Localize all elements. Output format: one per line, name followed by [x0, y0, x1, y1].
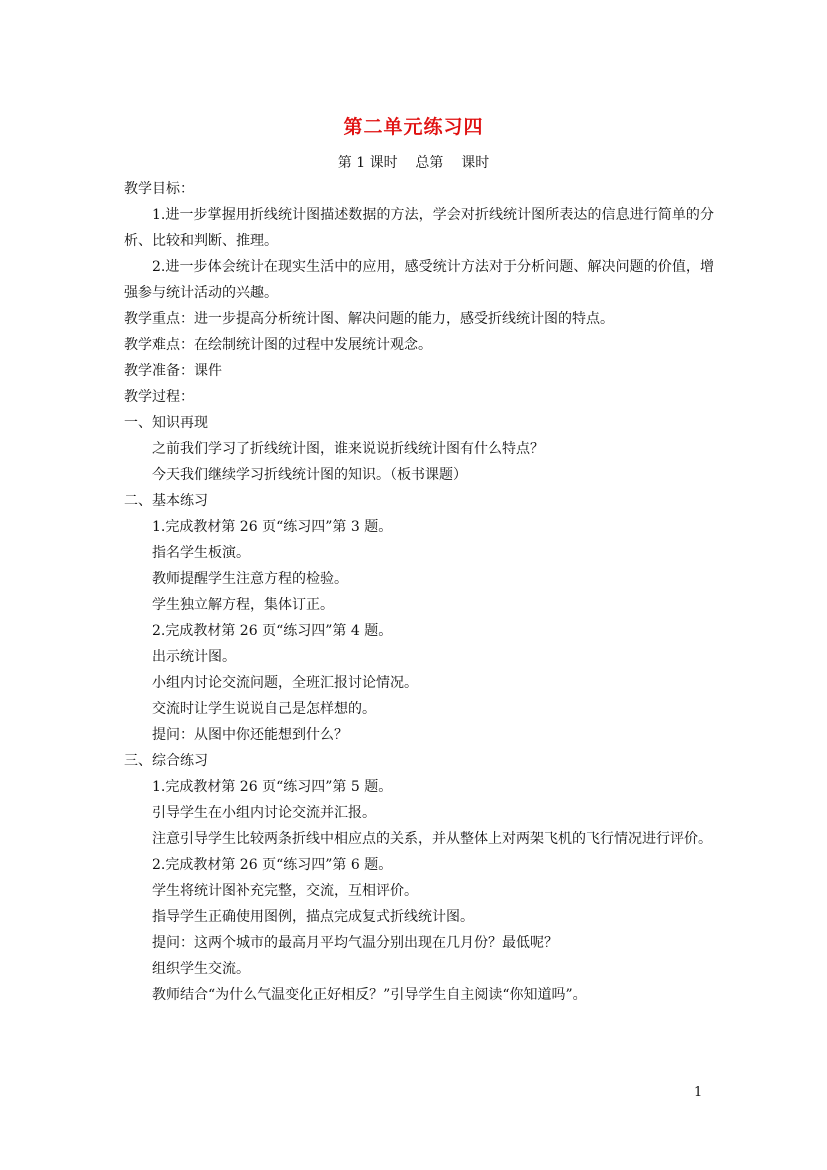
paragraph: 1.完成教材第 26 页“练习四”第 5 题。 — [152, 779, 393, 795]
paragraph: 今天我们继续学习折线统计图的知识。（板书课题） — [152, 467, 467, 483]
paragraph: 交流时让学生说说自己是怎样想的。 — [152, 701, 376, 717]
paragraph: 引导学生在小组内讨论交流并汇报。 — [152, 805, 376, 821]
document-body — [124, 176, 714, 1008]
paragraph: 2.完成教材第 26 页“练习四”第 6 题。 — [152, 857, 393, 873]
section-heading: 二、基本练习 — [124, 493, 208, 509]
paragraph: 小组内讨论交流问题，全班汇报讨论情况。 — [152, 675, 418, 691]
paragraph: 提问：从图中你还能想到什么？ — [152, 727, 348, 743]
paragraph: 之前我们学习了折线统计图，谁来说说折线统计图有什么特点？ — [152, 441, 544, 457]
paragraph: 出示统计图。 — [152, 649, 236, 665]
lesson-info: 第 1 课时 总第 课时 — [337, 155, 490, 171]
paragraph: 教师结合“为什么气温变化正好相反？”引导学生自主阅读“你知道吗”。 — [152, 987, 587, 1003]
paragraph: 教师提醒学生注意方程的检验。 — [152, 571, 348, 587]
paragraph: 指名学生板演。 — [152, 545, 250, 561]
paragraph: 1.完成教材第 26 页“练习四”第 3 题。 — [152, 519, 393, 535]
section-heading: 教学目标： — [124, 181, 194, 197]
paragraph: 学生将统计图补充完整，交流，互相评价。 — [152, 883, 418, 899]
section-heading: 一、知识再现 — [124, 415, 208, 431]
paragraph: 注意引导学生比较两条折线中相应点的关系，并从整体上对两架飞机的飞行情况进行评价。 — [152, 831, 712, 847]
key-point: 教学重点：进一步提高分析统计图、解决问题的能力，感受折线统计图的特点。 — [124, 311, 614, 327]
paragraph: 学生独立解方程，集体订正。 — [152, 597, 334, 613]
objective-item: 1.进一步掌握用折线统计图描述数据的方法，学会对折线统计图所表达的信息进行简单的分析、比较和判断、推理。 — [124, 207, 714, 249]
page-number: 1 — [694, 1085, 703, 1100]
document-title: 第二单元练习四 — [343, 116, 484, 138]
section-heading: 教学过程： — [124, 389, 194, 405]
section-heading: 三、综合练习 — [124, 753, 208, 769]
difficulty: 教学难点：在绘制统计图的过程中发展统计观念。 — [124, 337, 432, 353]
paragraph: 组织学生交流。 — [152, 961, 250, 977]
paragraph: 2.完成教材第 26 页“练习四”第 4 题。 — [152, 623, 393, 639]
preparation: 教学准备：课件 — [124, 363, 222, 379]
objective-item: 2.进一步体会统计在现实生活中的应用，感受统计方法对于分析问题、解决问题的价值，增强参与统计活动的兴趣。 — [124, 259, 714, 301]
paragraph: 提问：这两个城市的最高月平均气温分别出现在几月份？最低呢？ — [152, 935, 558, 951]
paragraph: 指导学生正确使用图例，描点完成复式折线统计图。 — [152, 909, 474, 925]
